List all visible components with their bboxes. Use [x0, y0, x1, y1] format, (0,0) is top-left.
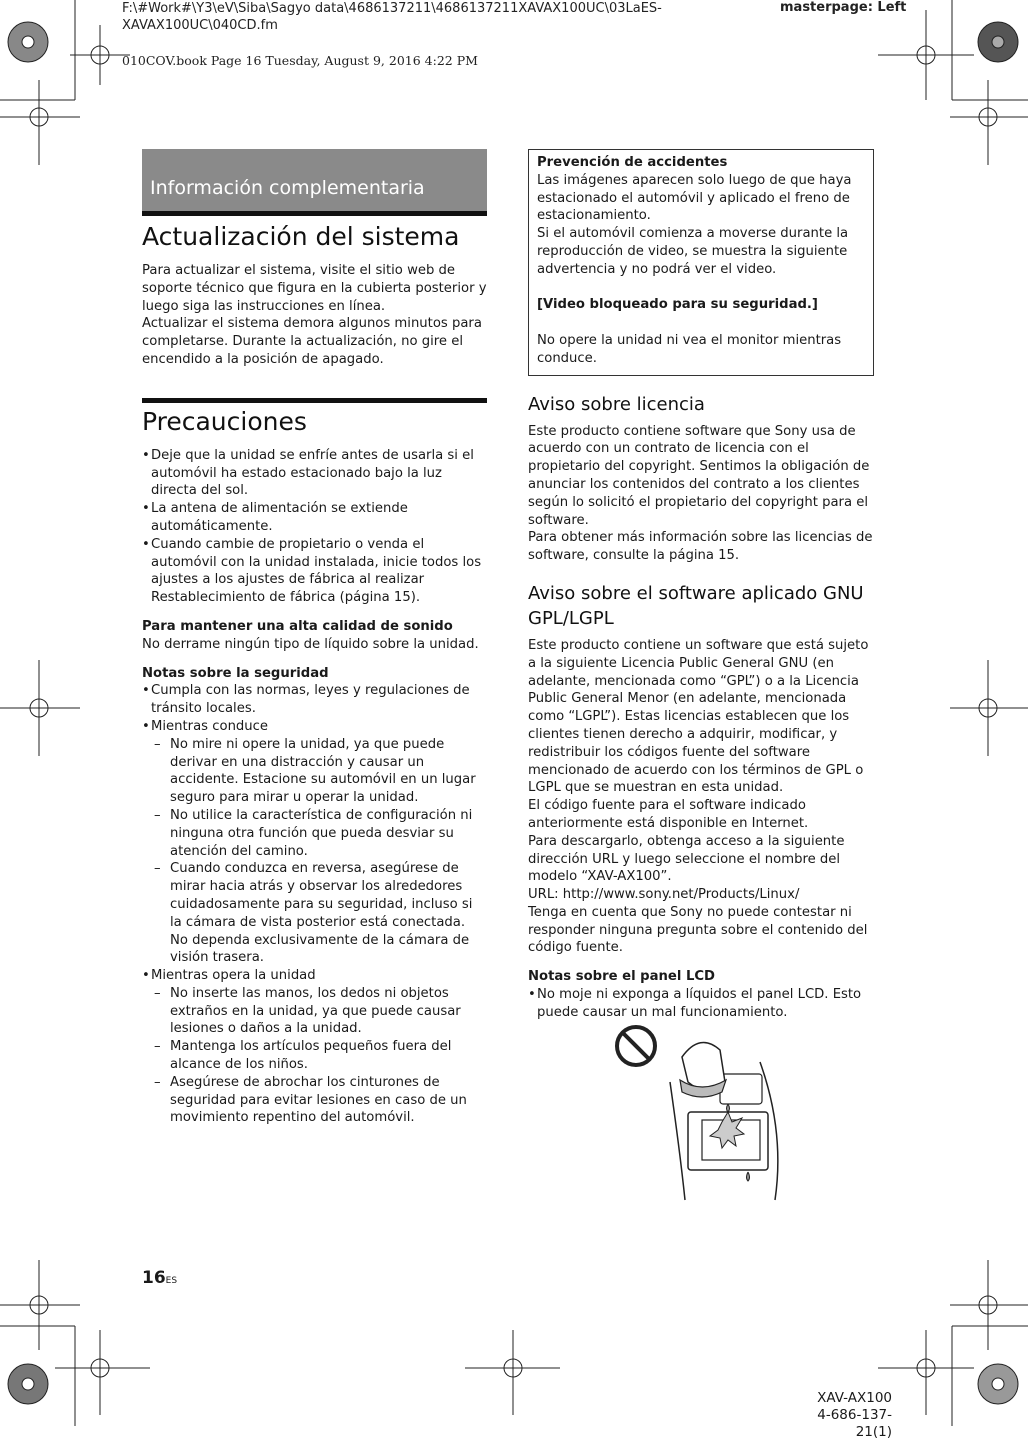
accident-paragraph: No opere la unidad ni vea el monitor mientras conduce. [537, 332, 842, 366]
list-item [142, 718, 487, 967]
driving-sublist [151, 736, 487, 967]
gpl-paragraph: El código fuente para el software indicado anteriormente está disponible en Internet. [528, 798, 809, 831]
accident-paragraph: Si el automóvil comienza a moverse durante la reproducción de video, se muestra la siguiente advertencia y no podrá ver el video. [537, 226, 849, 277]
target-mark [950, 660, 1028, 756]
target-mark [0, 660, 80, 756]
operating-sublist [151, 985, 487, 1127]
target-mark [950, 80, 1028, 165]
list-item: • No moje ni exponga a líquidos el panel LCD. Esto puede causar un mal funcionamiento. [528, 986, 874, 1022]
update-paragraph: Actualizar el sistema demora algunos minutos para completarse. Durante la actualización, no gire el encendido a la posición de apagado. [142, 316, 482, 367]
section-band: Información complementaria [142, 149, 487, 216]
list-item: • Cumpla con las normas, leyes y regulaciones de tránsito locales. [142, 682, 487, 718]
lcd-list [528, 986, 874, 1022]
list-item: • La antena de alimentación se extiende automáticamente. [142, 500, 487, 536]
license-paragraph: Este producto contiene software que Sony usa de acuerdo con un contrato de licencia con el propietario del copyright. Sentimos la obligación de anunciar los contenidos del contrato a los clientes según lo solicitó el propietario del copyright para el software. [528, 423, 870, 528]
sublist-item: – No mire ni opere la unidad, ya que puede derivar en una distracción y causar un accidente. Estacione su automóvil en un lugar seguro para mirar u operar la unidad. [151, 736, 487, 807]
masterpage-label: masterpage: Left [780, 0, 907, 15]
color-wheel [978, 22, 1018, 62]
gpl-title: Aviso sobre el software aplicado GNU GPL/LGPL [528, 582, 864, 629]
left-column [142, 149, 487, 1127]
accident-title: Prevención de accidentes [537, 155, 728, 170]
page-number: 16ES [142, 1268, 178, 1288]
color-wheel [8, 22, 48, 62]
color-wheel [978, 1364, 1018, 1404]
target-mark [950, 1260, 1028, 1350]
model-info [790, 1390, 892, 1441]
section-divider [142, 398, 487, 403]
book-info: 010COV.book Page 16 Tuesday, August 9, 2016 4:22 PM [122, 53, 478, 68]
target-mark [878, 10, 974, 100]
model-name: XAV-AX100 [817, 1390, 892, 1406]
warning-message: [Video bloqueado para su seguridad.] [537, 297, 818, 313]
color-wheel [8, 1364, 48, 1404]
sublist-item: – Asegúrese de abrochar los cinturones de seguridad para evitar lesiones en caso de un movimiento repentino del automóvil. [151, 1074, 487, 1127]
no-liquid-illustration [610, 1022, 810, 1202]
sublist-item: – Mantenga los artículos pequeños fuera del alcance de los niños. [151, 1038, 487, 1074]
sublist-item: – No utilice la característica de configuración ni ninguna otra función que pueda desviar su atención del camino. [151, 807, 487, 860]
part-number: 4-686-137-21(1) [817, 1407, 892, 1440]
target-mark [465, 1330, 560, 1415]
safety-list [142, 682, 487, 1127]
precautions-title: Precauciones [142, 406, 307, 436]
target-mark [70, 25, 130, 85]
list-item: • Cuando cambie de propietario o venda el automóvil con la unidad instalada, inicie todos los ajustes a los ajustes de fábrica al realizar Restablecimiento de fábrica (página 15). [142, 536, 487, 607]
sound-subheading: Para mantener una alta calidad de sonido [142, 618, 453, 634]
accident-prevention-box [528, 149, 874, 376]
prohibited-icon [617, 1027, 655, 1065]
sublist-item: – No inserte las manos, los dedos ni objetos extraños en la unidad, ya que puede causar lesiones o daños a la unidad. [151, 985, 487, 1038]
license-paragraph: Para obtener más información sobre las licencias de software, consulte la página 15. [528, 530, 873, 564]
list-item [142, 967, 487, 1127]
list-item-label: Mientras opera la unidad [151, 968, 316, 984]
license-title: Aviso sobre licencia [528, 393, 705, 415]
accident-paragraph: Las imágenes aparecen solo luego de que haya estacionado el automóvil y aplicado el freno de estacionamiento. [537, 172, 852, 224]
file-path-header: F:\#Work#\Y3\eV\Siba\Sagyo data\4686137211\4686137211XAVAX100UC\03LaES-XAVAX100UC\040CD.fm [122, 1, 662, 33]
target-mark [0, 80, 80, 165]
sublist-item: – Cuando conduzca en reversa, asegúrese de mirar hacia atrás y observar los alrededores cuidadosamente para su seguridad, incluso si la cámara de vista posterior está conectada. No dependa exclusivamente de la cámara de visión trasera. [151, 860, 487, 967]
update-title: Actualización del sistema [142, 222, 460, 251]
gpl-url: URL: http://www.sony.net/Products/Linux/ [528, 887, 800, 903]
sound-text: No derrame ningún tipo de líquido sobre la unidad. [142, 636, 479, 652]
gpl-paragraph: Tenga en cuenta que Sony no puede contestar ni responder ninguna pregunta sobre el contenido del código fuente. [528, 904, 868, 956]
gpl-paragraph: Para descargarlo, obtenga acceso a la siguiente dirección URL y luego seleccione el nombre del modelo “XAV-AX100”. [528, 833, 845, 885]
gpl-paragraph: Este producto contiene un software que está sujeto a la siguiente Licencia Public General GNU (en adelante, mencionada como “GPL”) o a la Licencia Public General Menor (en adelante, mencionada como “LGPL”). Estas licencias establecen que los clientes tienen derecho a adquirir, modificar, y redistribuir los códigos fuente del software mencionado de acuerdo con los términos de GPL o LGPL que se muestran en esta unidad. [528, 637, 869, 796]
safety-subheading: Notas sobre la seguridad [142, 665, 329, 681]
lcd-subheading: Notas sobre el panel LCD [528, 969, 715, 985]
target-mark [55, 1330, 150, 1415]
right-column [528, 149, 874, 1022]
list-item-label: Mientras conduce [151, 718, 269, 734]
precautions-list [142, 447, 487, 607]
target-mark [878, 1330, 974, 1415]
update-paragraph: Para actualizar el sistema, visite el sitio web de soporte técnico que figura en la cubierta posterior y luego siga las instrucciones en línea. [142, 263, 487, 314]
target-mark [0, 1260, 80, 1350]
list-item: • Deje que la unidad se enfríe antes de usarla si el automóvil ha estado estacionado bajo la luz directa del sol. [142, 447, 487, 500]
